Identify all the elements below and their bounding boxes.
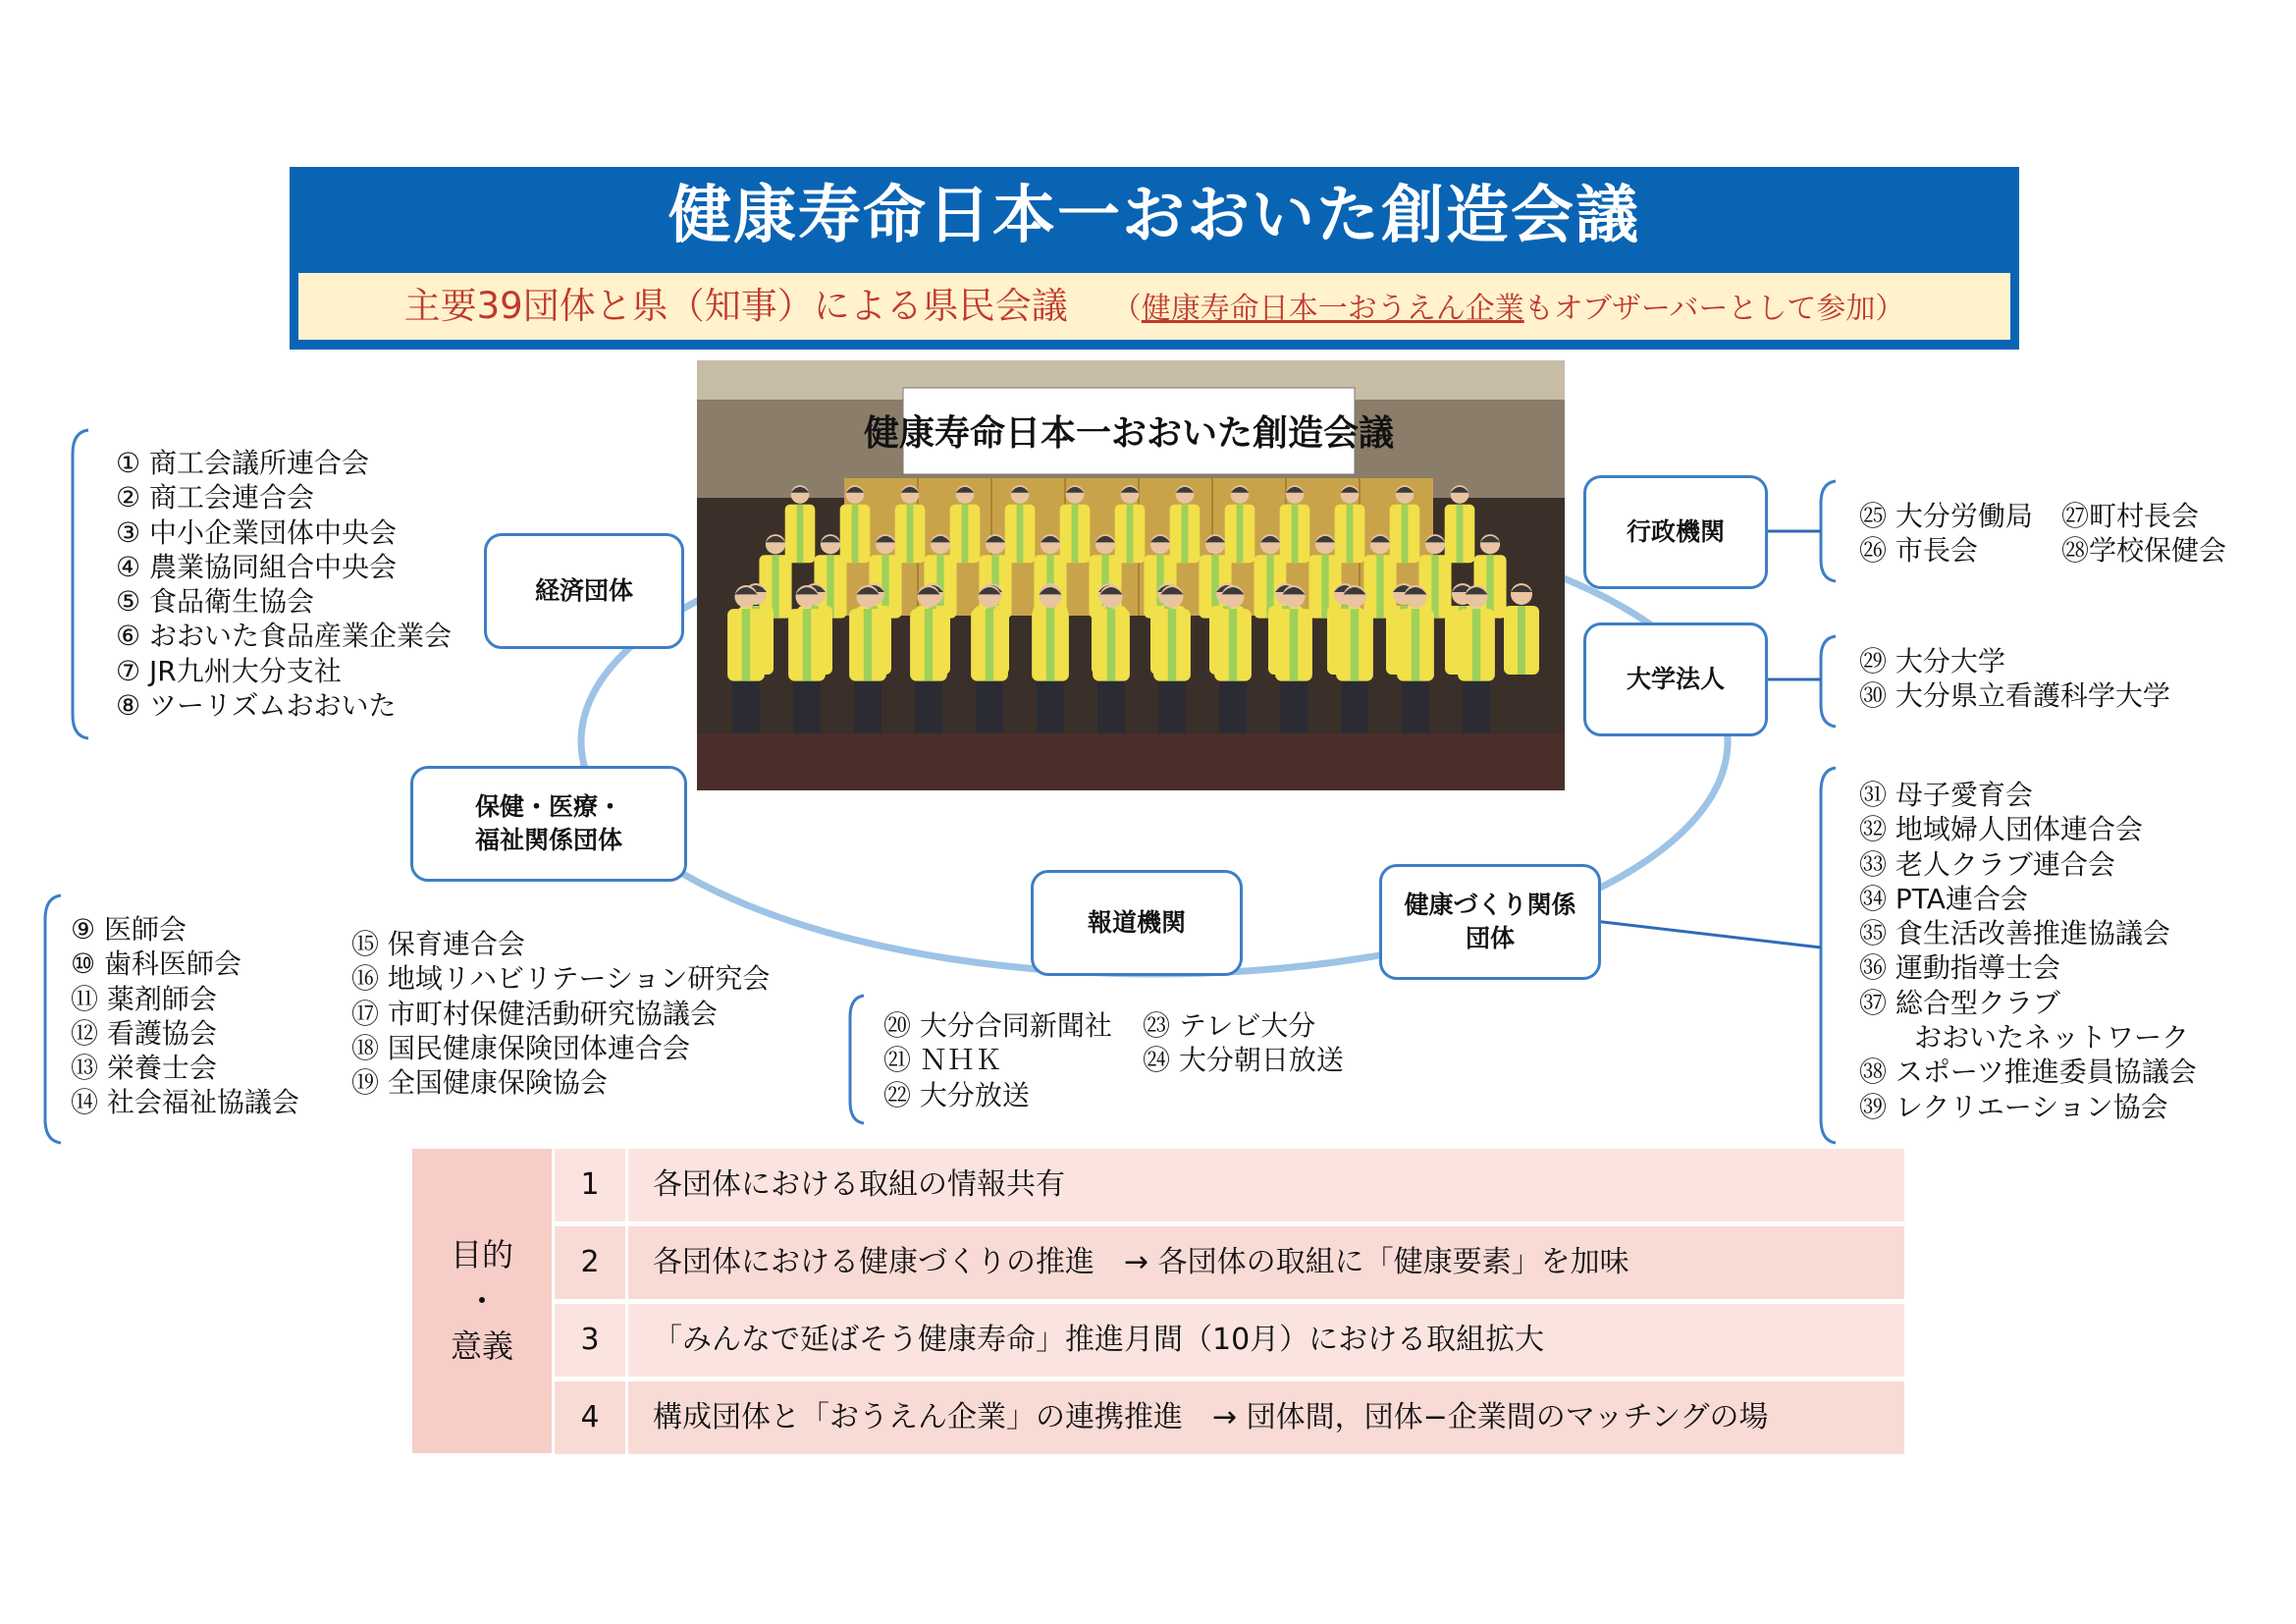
brace-economy [73, 430, 88, 738]
brace-media [850, 996, 864, 1123]
list-university [1859, 644, 2170, 714]
list-item: ⑧ ツーリズムおおいた [116, 689, 397, 723]
purpose-row [555, 1381, 1904, 1454]
list-economy [116, 446, 452, 723]
group-photo [697, 360, 1565, 790]
purpose-row [555, 1304, 1904, 1377]
list-item: ㊳ スポーツ推進委員協議会 [1859, 1056, 2197, 1089]
list-item: ㉑ ＮＨＫ [883, 1044, 1002, 1077]
list-item: ㉔ 大分朝日放送 [1143, 1044, 1344, 1077]
list-item: ㊴ レクリエーション協会 [1859, 1090, 2168, 1123]
purpose-label [412, 1149, 552, 1453]
list-item: ㉖ 市長会 [1859, 534, 1978, 568]
list-media-a [883, 1008, 1112, 1112]
list-item: ⑮ 保育連合会 [351, 928, 525, 960]
list-item: ⑱ 国民健康保険団体連合会 [351, 1031, 690, 1064]
purpose-row [555, 1149, 1904, 1221]
list-item: ㉕ 大分労働局 [1859, 500, 2033, 532]
purpose-table [412, 1149, 1904, 1453]
list-item: ⑫ 看護協会 [71, 1016, 217, 1050]
subtitle-note-underlined: 健康寿命日本一おうえん企業 [1141, 292, 1524, 326]
node-health-promo-line1: 健康づくり関係 [1404, 891, 1576, 920]
purpose-row-text: 各団体における健康づくりの推進 → 各団体の取組に「健康要素」を加味 [653, 1245, 1629, 1279]
brace-university [1821, 636, 1836, 727]
node-admin-label: 行政機関 [1626, 517, 1725, 547]
list-item: ⑬ 栄養士会 [71, 1052, 217, 1085]
list-admin-a [1859, 499, 2033, 568]
purpose-row [555, 1226, 1904, 1299]
purpose-row-text: 各団体における取組の情報共有 [653, 1167, 1065, 1202]
subtitle [298, 273, 2010, 340]
node-health-welfare-line2: 福祉関係団体 [474, 826, 622, 854]
purpose-row-number: 1 [555, 1149, 628, 1221]
list-item: ㉗町村長会 [2061, 500, 2200, 532]
list-item: ⑤ 食品衛生協会 [116, 585, 315, 619]
node-health-promotion [1379, 864, 1601, 980]
purpose-label-top: 目的 [450, 1236, 513, 1274]
list-item: ⑳ 大分合同新聞社 [883, 1009, 1112, 1042]
list-item: ㉟ 食生活改善推進協議会 [1859, 917, 2170, 950]
list-item: ⑭ 社会福祉協議会 [71, 1086, 299, 1119]
node-economy [484, 533, 684, 649]
purpose-label-mid: ・ [465, 1281, 498, 1320]
list-item: ③ 中小企業団体中央会 [116, 515, 398, 549]
node-health-welfare [410, 766, 687, 882]
list-item: ⑯ 地域リハビリテーション研究会 [351, 962, 771, 996]
list-item: ㉚ 大分県立看護科学大学 [1859, 679, 2170, 713]
list-admin-b [2061, 499, 2226, 568]
node-university-label: 大学法人 [1626, 665, 1725, 694]
list-item: ㉞ PTA連合会 [1859, 882, 2028, 915]
list-item: ㉙ 大分大学 [1859, 645, 2005, 677]
subtitle-note-rest: もオブザーバーとして参加） [1523, 292, 1905, 326]
node-admin [1583, 475, 1768, 589]
purpose-row-text: 構成団体と「おうえん企業」の連携推進 → 団体間，団体−企業間のマッチングの場 [653, 1400, 1769, 1435]
brace-health-promo [1821, 768, 1836, 1143]
list-item: ㉒ 大分放送 [883, 1078, 1030, 1111]
list-item: ㊱ 運動指導士会 [1859, 951, 2060, 985]
subtitle-box [298, 273, 2010, 340]
node-health-welfare-line1: 保健・医療・ [474, 792, 622, 822]
list-item: ㊲ 総合型クラブ [1859, 986, 2060, 1019]
list-item: ㉛ 母子愛育会 [1859, 779, 2033, 811]
list-item: ① 商工会議所連合会 [116, 447, 370, 479]
connector-health-promo [1594, 921, 1821, 947]
list-item: ② 商工会連合会 [116, 481, 315, 514]
list-item: ⑪ 薬剤師会 [71, 982, 217, 1015]
list-medical-a [71, 912, 299, 1120]
list-item: ㉝ 老人クラブ連合会 [1859, 847, 2115, 881]
node-media-label: 報道機関 [1087, 908, 1186, 938]
subtitle-main: 主要39団体と県（知事）による県民会議 [403, 285, 1068, 327]
list-medical-b [351, 927, 770, 1100]
node-economy-label: 経済団体 [534, 576, 633, 606]
list-item: ⑨ 医師会 [71, 913, 187, 946]
list-media-b [1143, 1008, 1344, 1078]
node-media [1031, 870, 1243, 976]
node-health-promo-line2: 団体 [1465, 924, 1515, 952]
title-bar [290, 167, 2019, 350]
brace-admin [1821, 481, 1836, 581]
list-item: ⑰ 市町村保健活動研究協議会 [351, 997, 718, 1030]
list-item: ㉜ 地域婦人団体連合会 [1859, 813, 2143, 846]
list-item: ⑩ 歯科医師会 [71, 947, 242, 981]
purpose-row-text: 「みんなで延ばそう健康寿命」推進月間（10月）における取組拡大 [653, 1323, 1545, 1357]
list-item: ㉓ テレビ大分 [1143, 1009, 1316, 1042]
node-university [1583, 623, 1768, 736]
page-title: 健康寿命日本一おおいた創造会議 [668, 180, 1640, 252]
purpose-row-number: 4 [555, 1381, 628, 1454]
group-photo-illustration [697, 360, 1565, 790]
list-item: ⑥ おおいた食品産業企業会 [116, 620, 453, 653]
purpose-row-number: 2 [555, 1226, 628, 1299]
subtitle-note-open: （ [1126, 292, 1142, 326]
list-item: ㉘学校保健会 [2061, 534, 2227, 568]
photo-banner-text: 健康寿命日本一おおいた創造会議 [863, 413, 1395, 454]
list-item: ⑦ JR九州大分支社 [116, 654, 342, 687]
list-health-promo [1859, 778, 2197, 1124]
purpose-row-number: 3 [555, 1304, 628, 1377]
brace-medical [45, 895, 61, 1143]
list-item: ④ 農業協同組合中央会 [116, 550, 398, 583]
list-item: おおいたネットワーク [1859, 1021, 2190, 1055]
purpose-label-bottom: 意義 [450, 1327, 513, 1366]
list-item: ⑲ 全国健康保険協会 [351, 1066, 608, 1100]
